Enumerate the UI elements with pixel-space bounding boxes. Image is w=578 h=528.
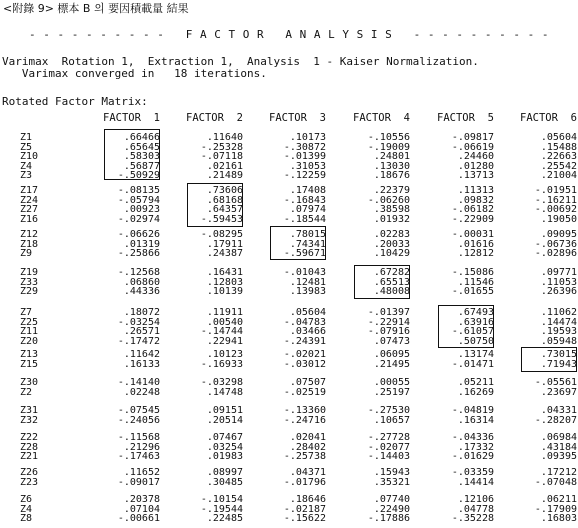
convergence-summary: Varimax converged in 18 iterations.	[2, 67, 267, 80]
loading-value: .26396	[540, 286, 577, 298]
loading-value: -.03359	[451, 467, 494, 478]
loading-value: -.14140	[117, 377, 160, 388]
loading-value: .65513	[373, 276, 410, 288]
loading-value: -.00031	[451, 229, 494, 240]
loading-value: .35321	[373, 476, 410, 488]
loading-highlight-box	[270, 226, 326, 260]
loading-value: .11546	[457, 276, 494, 288]
variable-label: Z10	[20, 151, 39, 163]
loading-value: .16133	[123, 358, 160, 370]
loading-value: .65645	[123, 141, 160, 153]
loading-value: -.03298	[200, 377, 243, 388]
loading-value: .67282	[373, 267, 410, 278]
loading-value: .58303	[123, 151, 160, 163]
loading-value: .03254	[206, 441, 243, 453]
loading-value: .66466	[123, 132, 160, 143]
variable-label: Z17	[20, 185, 39, 196]
loading-value: -.02077	[367, 441, 410, 453]
loading-value: -.06619	[451, 141, 494, 153]
loading-value: -.17463	[117, 451, 160, 463]
loading-value: .18646	[289, 494, 326, 505]
loading-value: .25197	[373, 386, 410, 398]
loading-value: .00923	[123, 204, 160, 216]
loading-value: .15488	[540, 141, 577, 153]
loading-value: .10123	[206, 349, 243, 360]
factor-analysis-banner: - - - - - - - - - - F A C T O R A N A L Y S I S - - - - - - - - - -	[29, 28, 549, 41]
loading-value: .18072	[123, 307, 160, 318]
loading-value: -.02187	[283, 503, 326, 515]
loading-value: .17332	[457, 441, 494, 453]
variable-label: Z19	[20, 267, 39, 278]
loading-value: .06095	[373, 349, 410, 360]
loading-value: .64357	[206, 204, 243, 216]
loading-value: -.11568	[117, 432, 160, 443]
loading-value: -.06182	[451, 204, 494, 216]
loading-value: -.22909	[451, 213, 494, 225]
loading-value: -.01471	[451, 358, 494, 370]
loading-value: .13030	[373, 160, 410, 172]
loading-value: -.04336	[451, 432, 494, 443]
loading-value: .24460	[457, 151, 494, 163]
loading-value: .21004	[540, 170, 577, 182]
loading-value: .11062	[540, 307, 577, 318]
loading-value: -.02021	[283, 349, 326, 360]
loading-value: .08997	[206, 467, 243, 478]
loading-value: .21495	[373, 358, 410, 370]
matrix-title: Rotated Factor Matrix:	[2, 95, 148, 108]
loading-value: .20514	[206, 414, 243, 426]
loading-highlight-box	[438, 305, 494, 348]
loading-value: -.02974	[117, 213, 160, 225]
loading-value: -.28207	[534, 414, 577, 426]
variable-label: Z23	[20, 476, 39, 488]
loading-value: .04371	[289, 467, 326, 478]
variable-label: Z21	[20, 451, 39, 463]
loading-value: .10429	[373, 248, 410, 260]
variable-label: Z6	[20, 494, 33, 505]
loading-value: -.25866	[117, 248, 160, 260]
loading-value: .68168	[206, 194, 243, 206]
loading-value: .06211	[540, 494, 577, 505]
loading-value: -.16211	[534, 194, 577, 206]
variable-label: Z5	[20, 141, 33, 153]
loading-value: .11911	[206, 307, 243, 318]
loading-value: .00055	[373, 377, 410, 388]
loading-value: .07473	[373, 335, 410, 347]
loading-value: .11652	[123, 467, 160, 478]
loading-value: .67493	[457, 307, 494, 318]
loading-value: -.01399	[283, 151, 326, 163]
loading-value: -.17886	[367, 513, 410, 525]
factor-header: FACTOR 4	[353, 112, 410, 124]
loading-value: .10173	[289, 132, 326, 143]
loading-value: -.05794	[117, 194, 160, 206]
loading-value: .21489	[206, 170, 243, 182]
factor-header: FACTOR 3	[269, 112, 326, 124]
loading-value: -.06736	[534, 238, 577, 250]
loading-value: -.24391	[283, 335, 326, 347]
loading-value: .07104	[123, 503, 160, 515]
loading-value: .21296	[123, 441, 160, 453]
loading-value: .12106	[457, 494, 494, 505]
loading-value: .19050	[540, 213, 577, 225]
loading-value: -.01043	[283, 267, 326, 278]
loading-value: -.25738	[283, 451, 326, 463]
appendix-heading: <附錄 9> 標本 B 의 要因積載量 結果	[3, 2, 189, 15]
variable-label: Z20	[20, 335, 39, 347]
loading-value: .01932	[373, 213, 410, 225]
loading-value: -.01655	[451, 286, 494, 298]
loading-value: .20378	[123, 494, 160, 505]
loading-value: -.05561	[534, 377, 577, 388]
loading-value: .22941	[206, 335, 243, 347]
loading-value: -.02519	[283, 386, 326, 398]
factor-header: FACTOR 1	[103, 112, 160, 124]
loading-value: .71943	[540, 358, 577, 370]
loading-value: .00540	[206, 316, 243, 328]
loading-value: -.07048	[534, 476, 577, 488]
variable-label: Z16	[20, 213, 39, 225]
loading-value: .02041	[289, 432, 326, 443]
loading-value: .11642	[123, 349, 160, 360]
loading-value: -.13360	[283, 405, 326, 416]
loading-value: -.24056	[117, 414, 160, 426]
loading-value: .19593	[540, 326, 577, 338]
loading-value: .78015	[289, 229, 326, 240]
loading-value: .17911	[206, 238, 243, 250]
loading-value: .13983	[289, 286, 326, 298]
loading-value: .16269	[457, 386, 494, 398]
loading-value: .14748	[206, 386, 243, 398]
loading-value: .13713	[457, 170, 494, 182]
variable-label: Z31	[20, 405, 39, 416]
loading-value: .10657	[373, 414, 410, 426]
loading-value: -.10154	[200, 494, 243, 505]
loading-value: .17408	[289, 185, 326, 196]
loading-value: .22663	[540, 151, 577, 163]
loading-value: .01319	[123, 238, 160, 250]
loading-value: -.24716	[283, 414, 326, 426]
loading-value: -.06626	[117, 229, 160, 240]
loading-value: .02248	[123, 386, 160, 398]
loading-value: .26571	[123, 326, 160, 338]
variable-label: Z7	[20, 307, 33, 318]
variable-label: Z11	[20, 326, 39, 338]
loading-value: .05604	[540, 132, 577, 143]
loading-value: .03466	[289, 326, 326, 338]
variable-label: Z8	[20, 513, 33, 525]
loading-value: -.09817	[451, 132, 494, 143]
loading-value: .23697	[540, 386, 577, 398]
variable-label: Z30	[20, 377, 39, 388]
loading-value: .28402	[289, 441, 326, 453]
loading-value: .16314	[457, 414, 494, 426]
loading-value: -.22914	[367, 316, 410, 328]
loading-value: .25542	[540, 160, 577, 172]
loading-value: .74341	[289, 238, 326, 250]
loading-value: -.27728	[367, 432, 410, 443]
loading-value: -.08135	[117, 185, 160, 196]
loading-value: -.35228	[451, 513, 494, 525]
variable-label: Z28	[20, 441, 39, 453]
loading-value: .09395	[540, 451, 577, 463]
loading-value: .11640	[206, 132, 243, 143]
loading-value: -.03012	[283, 358, 326, 370]
loading-value: -.12259	[283, 170, 326, 182]
variable-label: Z15	[20, 358, 39, 370]
loading-value: -.01397	[367, 307, 410, 318]
loading-value: .50750	[457, 335, 494, 347]
loading-value: -.07916	[367, 326, 410, 338]
loading-value: .07467	[206, 432, 243, 443]
loading-highlight-box	[187, 183, 243, 227]
loading-highlight-box	[104, 129, 160, 180]
variable-label: Z12	[20, 229, 39, 240]
variable-label: Z1	[20, 132, 33, 143]
factor-header: FACTOR 6	[520, 112, 577, 124]
loading-value: .24801	[373, 151, 410, 163]
loading-value: -.01951	[534, 185, 577, 196]
loading-value: .44336	[123, 286, 160, 298]
variable-label: Z32	[20, 414, 39, 426]
loading-value: .05211	[457, 377, 494, 388]
loading-value: -.16933	[200, 358, 243, 370]
loading-value: -.16843	[283, 194, 326, 206]
variable-label: Z9	[20, 248, 33, 260]
loading-value: .07974	[289, 204, 326, 216]
loading-value: -.06260	[367, 194, 410, 206]
loading-value: -.19544	[200, 503, 243, 515]
loading-value: .09095	[540, 229, 577, 240]
loading-value: -.07545	[117, 405, 160, 416]
variable-label: Z27	[20, 204, 39, 216]
loading-value: -.27530	[367, 405, 410, 416]
factor-header: FACTOR 5	[437, 112, 494, 124]
loading-value: -.01796	[283, 476, 326, 488]
loading-value: .09151	[206, 405, 243, 416]
loading-value: -.01629	[451, 451, 494, 463]
loading-value: .01616	[457, 238, 494, 250]
loading-value: .18676	[373, 170, 410, 182]
loading-value: .16431	[206, 267, 243, 278]
variable-label: Z4	[20, 160, 33, 172]
loading-value: -.12568	[117, 267, 160, 278]
loading-value: .73606	[206, 185, 243, 196]
loading-value: -.14744	[200, 326, 243, 338]
loading-value: .12481	[289, 276, 326, 288]
loading-value: .11313	[457, 185, 494, 196]
loading-value: .73015	[540, 349, 577, 360]
loading-value: .43184	[540, 441, 577, 453]
loading-value: .05604	[289, 307, 326, 318]
loading-value: -.04819	[451, 405, 494, 416]
loading-value: .09832	[457, 194, 494, 206]
variable-label: Z22	[20, 432, 39, 443]
variable-label: Z18	[20, 238, 39, 250]
loading-value: .48008	[373, 286, 410, 298]
variable-label: Z24	[20, 194, 39, 206]
loading-value: -.14403	[367, 451, 410, 463]
loading-value: -.17909	[534, 503, 577, 515]
loading-value: .01983	[206, 451, 243, 463]
loading-value: -.00661	[117, 513, 160, 525]
loading-value: .05948	[540, 335, 577, 347]
loading-value: .02283	[373, 229, 410, 240]
loading-value: .09771	[540, 267, 577, 278]
loading-value: .06860	[123, 276, 160, 288]
variable-label: Z4	[20, 503, 33, 515]
loading-value: .56877	[123, 160, 160, 172]
loading-highlight-box	[521, 347, 577, 372]
loading-value: -.17472	[117, 335, 160, 347]
loading-value: -.15622	[283, 513, 326, 525]
loading-value: -.18544	[283, 213, 326, 225]
loading-value: .07507	[289, 377, 326, 388]
loading-value: .02161	[206, 160, 243, 172]
loading-value: -.25328	[200, 141, 243, 153]
loading-value: -.15086	[451, 267, 494, 278]
variable-label: Z2	[20, 386, 33, 398]
variable-label: Z33	[20, 276, 39, 288]
loading-value: -.59671	[283, 248, 326, 260]
loading-value: .10139	[206, 286, 243, 298]
loading-value: .63916	[457, 316, 494, 328]
loading-value: .22485	[206, 513, 243, 525]
loading-value: .16803	[540, 513, 577, 525]
rotation-summary: Varimax Rotation 1, Extraction 1, Analysis 1 - Kaiser Normalization.	[2, 55, 479, 68]
loading-value: .14414	[457, 476, 494, 488]
loading-value: .12812	[457, 248, 494, 260]
variable-label: Z13	[20, 349, 39, 360]
loading-value: -.09017	[117, 476, 160, 488]
loading-value: .15943	[373, 467, 410, 478]
loading-value: .22379	[373, 185, 410, 196]
loading-value: .31053	[289, 160, 326, 172]
loading-value: -.61057	[451, 326, 494, 338]
factor-header: FACTOR 2	[186, 112, 243, 124]
loading-value: -.04783	[283, 316, 326, 328]
loading-value: .12803	[206, 276, 243, 288]
loading-value: .24387	[206, 248, 243, 260]
loading-highlight-box	[354, 265, 410, 299]
loading-value: .20033	[373, 238, 410, 250]
loading-value: -.30872	[283, 141, 326, 153]
loading-value: .14474	[540, 316, 577, 328]
loading-value: -.02896	[534, 248, 577, 260]
loading-value: -.50929	[117, 170, 160, 182]
loading-value: -.19009	[367, 141, 410, 153]
variable-label: Z29	[20, 286, 39, 298]
loading-value: .30485	[206, 476, 243, 488]
loading-value: .38598	[373, 204, 410, 216]
loading-value: .07740	[373, 494, 410, 505]
variable-label: Z25	[20, 316, 39, 328]
loading-value: .11053	[540, 276, 577, 288]
loading-value: -.03254	[117, 316, 160, 328]
loading-value: -.59453	[200, 213, 243, 225]
loading-value: .04778	[457, 503, 494, 515]
loading-value: .01280	[457, 160, 494, 172]
loading-value: .13174	[457, 349, 494, 360]
loading-value: .04331	[540, 405, 577, 416]
loading-value: -.08295	[200, 229, 243, 240]
loading-value: .06984	[540, 432, 577, 443]
variable-label: Z3	[20, 170, 33, 182]
loading-value: -.00692	[534, 204, 577, 216]
loading-value: .22490	[373, 503, 410, 515]
loading-value: .17212	[540, 467, 577, 478]
variable-label: Z26	[20, 467, 39, 478]
loading-value: -.10556	[367, 132, 410, 143]
loading-value: -.07118	[200, 151, 243, 163]
